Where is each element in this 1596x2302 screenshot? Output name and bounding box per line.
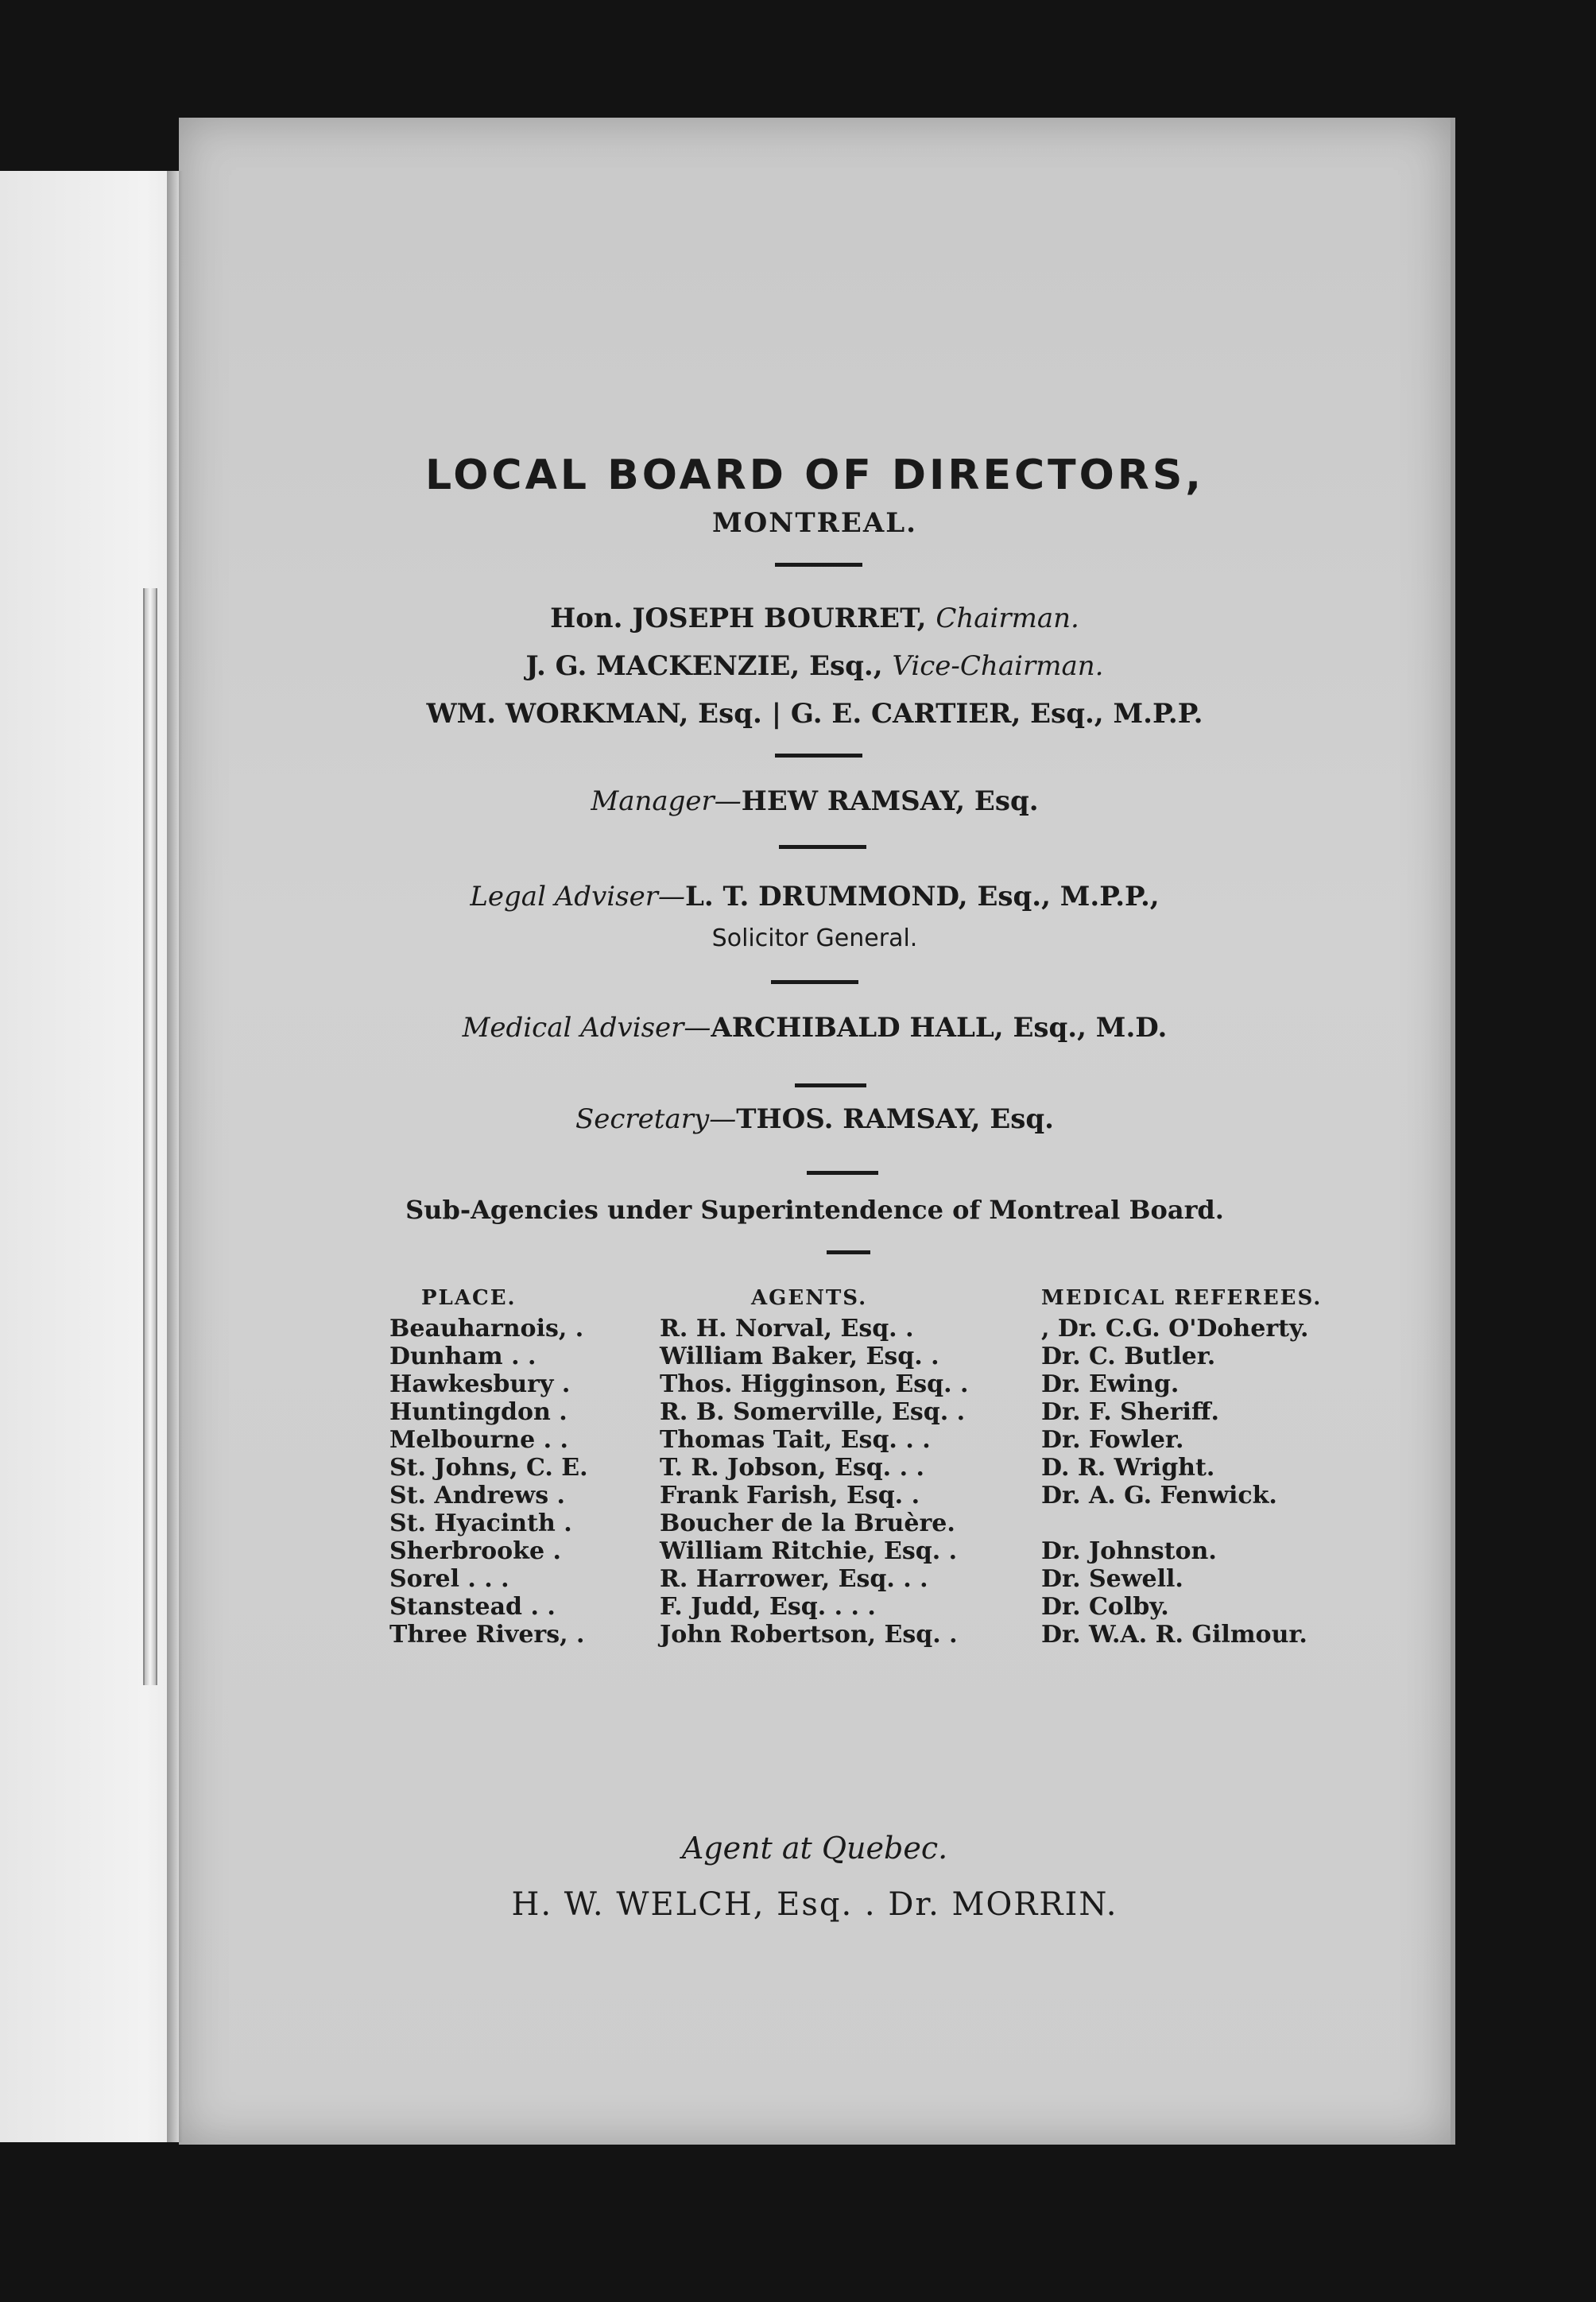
- divider-rule: [775, 754, 862, 758]
- page-title: LOCAL BOARD OF DIRECTORS,: [424, 451, 1205, 499]
- vice-chairman-name: J. G. MACKENZIE, Esq.,: [525, 650, 883, 682]
- manager-role: Manager—: [591, 785, 742, 817]
- medical-adviser-role: Medical Adviser—: [462, 1012, 711, 1044]
- list-item: Dr. Johnston.: [1041, 1537, 1217, 1565]
- vice-chairman-role: Vice-Chairman.: [892, 650, 1104, 682]
- referees-header: MEDICAL REFEREES.: [1041, 1286, 1323, 1310]
- chairman-name: Hon. JOSEPH BOURRET,: [550, 603, 927, 634]
- divider-rule: [771, 980, 858, 984]
- list-item: Thos. Higginson, Esq. .: [660, 1370, 969, 1398]
- list-item: Thomas Tait, Esq. . .: [660, 1426, 931, 1454]
- list-item: T. R. Jobson, Esq. . .: [660, 1454, 924, 1482]
- list-item: Hawkesbury .: [389, 1370, 571, 1398]
- list-item: Dr. Ewing.: [1041, 1370, 1180, 1398]
- spine-shadow: [167, 171, 183, 2142]
- list-item: Dr. Fowler.: [1041, 1426, 1184, 1454]
- secretary-name: THOS. RAMSAY, Esq.: [736, 1103, 1055, 1135]
- divider-rule: [807, 1171, 878, 1175]
- legal-adviser-line: [179, 881, 1451, 913]
- list-item: Dr. Sewell.: [1041, 1565, 1183, 1593]
- vice-chairman-line: [179, 650, 1451, 682]
- list-item: R. Harrower, Esq. . .: [660, 1565, 928, 1593]
- list-item: Dr. C. Butler.: [1041, 1343, 1216, 1370]
- list-item: Dr. A. G. Fenwick.: [1041, 1482, 1277, 1509]
- list-item: R. B. Somerville, Esq. .: [660, 1398, 966, 1426]
- list-item: St. Andrews .: [389, 1482, 565, 1509]
- list-item: F. Judd, Esq. . . .: [660, 1593, 876, 1621]
- list-item: John Robertson, Esq. .: [660, 1621, 958, 1649]
- list-item: William Baker, Esq. .: [660, 1343, 939, 1370]
- legal-adviser-role: Legal Adviser—: [470, 881, 685, 913]
- list-item: Dr. Colby.: [1041, 1593, 1169, 1621]
- list-item: , Dr. C.G. O'Doherty.: [1041, 1315, 1309, 1343]
- legal-adviser-name: L. T. DRUMMOND, Esq., M.P.P.,: [684, 881, 1160, 913]
- medical-adviser-name: ARCHIBALD HALL, Esq., M.D.: [711, 1012, 1168, 1044]
- chairman-line: [179, 603, 1451, 634]
- director-separator: |: [771, 698, 782, 730]
- list-item: St. Johns, C. E.: [389, 1454, 588, 1482]
- list-item: Dunham . .: [389, 1343, 537, 1370]
- manager-line: [179, 785, 1451, 817]
- list-item: Stanstead . .: [389, 1593, 556, 1621]
- list-item: Three Rivers, .: [389, 1621, 585, 1649]
- manager-name: HEW RAMSAY, Esq.: [741, 785, 1039, 817]
- place-column: [389, 1286, 652, 1649]
- list-item: Frank Farish, Esq. .: [660, 1482, 920, 1509]
- referees-column: [1041, 1286, 1439, 1649]
- agents-header: AGENTS.: [751, 1286, 868, 1310]
- divider-rule: [775, 563, 862, 567]
- quebec-agents: H. W. WELCH, Esq. . Dr. MORRIN.: [511, 1886, 1118, 1923]
- divider-rule: [795, 1083, 866, 1087]
- list-item: William Ritchie, Esq. .: [660, 1537, 958, 1565]
- list-item: Melbourne . .: [389, 1426, 568, 1454]
- list-item: Dr. W.A. R. Gilmour.: [1041, 1621, 1307, 1649]
- right-page: [179, 118, 1455, 2145]
- secretary-role: Secretary—: [575, 1103, 737, 1135]
- directors-line: [179, 698, 1451, 730]
- subagencies-heading: Sub-Agencies under Superintendence of Montreal Board.: [405, 1195, 1224, 1225]
- list-item: Dr. F. Sheriff.: [1041, 1398, 1219, 1426]
- list-item: St. Hyacinth .: [389, 1509, 572, 1537]
- chairman-role: Chairman.: [936, 603, 1079, 634]
- list-item: Huntingdon .: [389, 1398, 568, 1426]
- list-item: Sherbrooke .: [389, 1537, 561, 1565]
- referees-list: [1041, 1315, 1439, 1649]
- place-list: [389, 1315, 652, 1649]
- list-item: Sorel . . .: [389, 1565, 509, 1593]
- list-item: D. R. Wright.: [1041, 1454, 1215, 1482]
- list-item: [1041, 1509, 1439, 1537]
- place-header: PLACE.: [421, 1286, 517, 1310]
- divider-rule: [779, 845, 866, 849]
- legal-adviser-title: Solicitor General.: [711, 924, 918, 952]
- list-item: Boucher de la Bruère.: [660, 1509, 955, 1537]
- quebec-agent-label: Agent at Quebec.: [681, 1831, 948, 1866]
- agents-column: [660, 1286, 1033, 1649]
- agents-list: [660, 1315, 1033, 1649]
- secretary-line: [179, 1103, 1451, 1135]
- binding-thread: [143, 588, 157, 1685]
- director-left: WM. WORKMAN, Esq.: [426, 698, 762, 730]
- list-item: Beauharnois, .: [389, 1315, 584, 1343]
- divider-rule: [827, 1250, 870, 1254]
- director-right: G. E. CARTIER, Esq., M.P.P.: [790, 698, 1203, 730]
- page-subtitle: MONTREAL.: [712, 507, 917, 539]
- medical-adviser-line: [179, 1012, 1451, 1044]
- list-item: R. H. Norval, Esq. .: [660, 1315, 914, 1343]
